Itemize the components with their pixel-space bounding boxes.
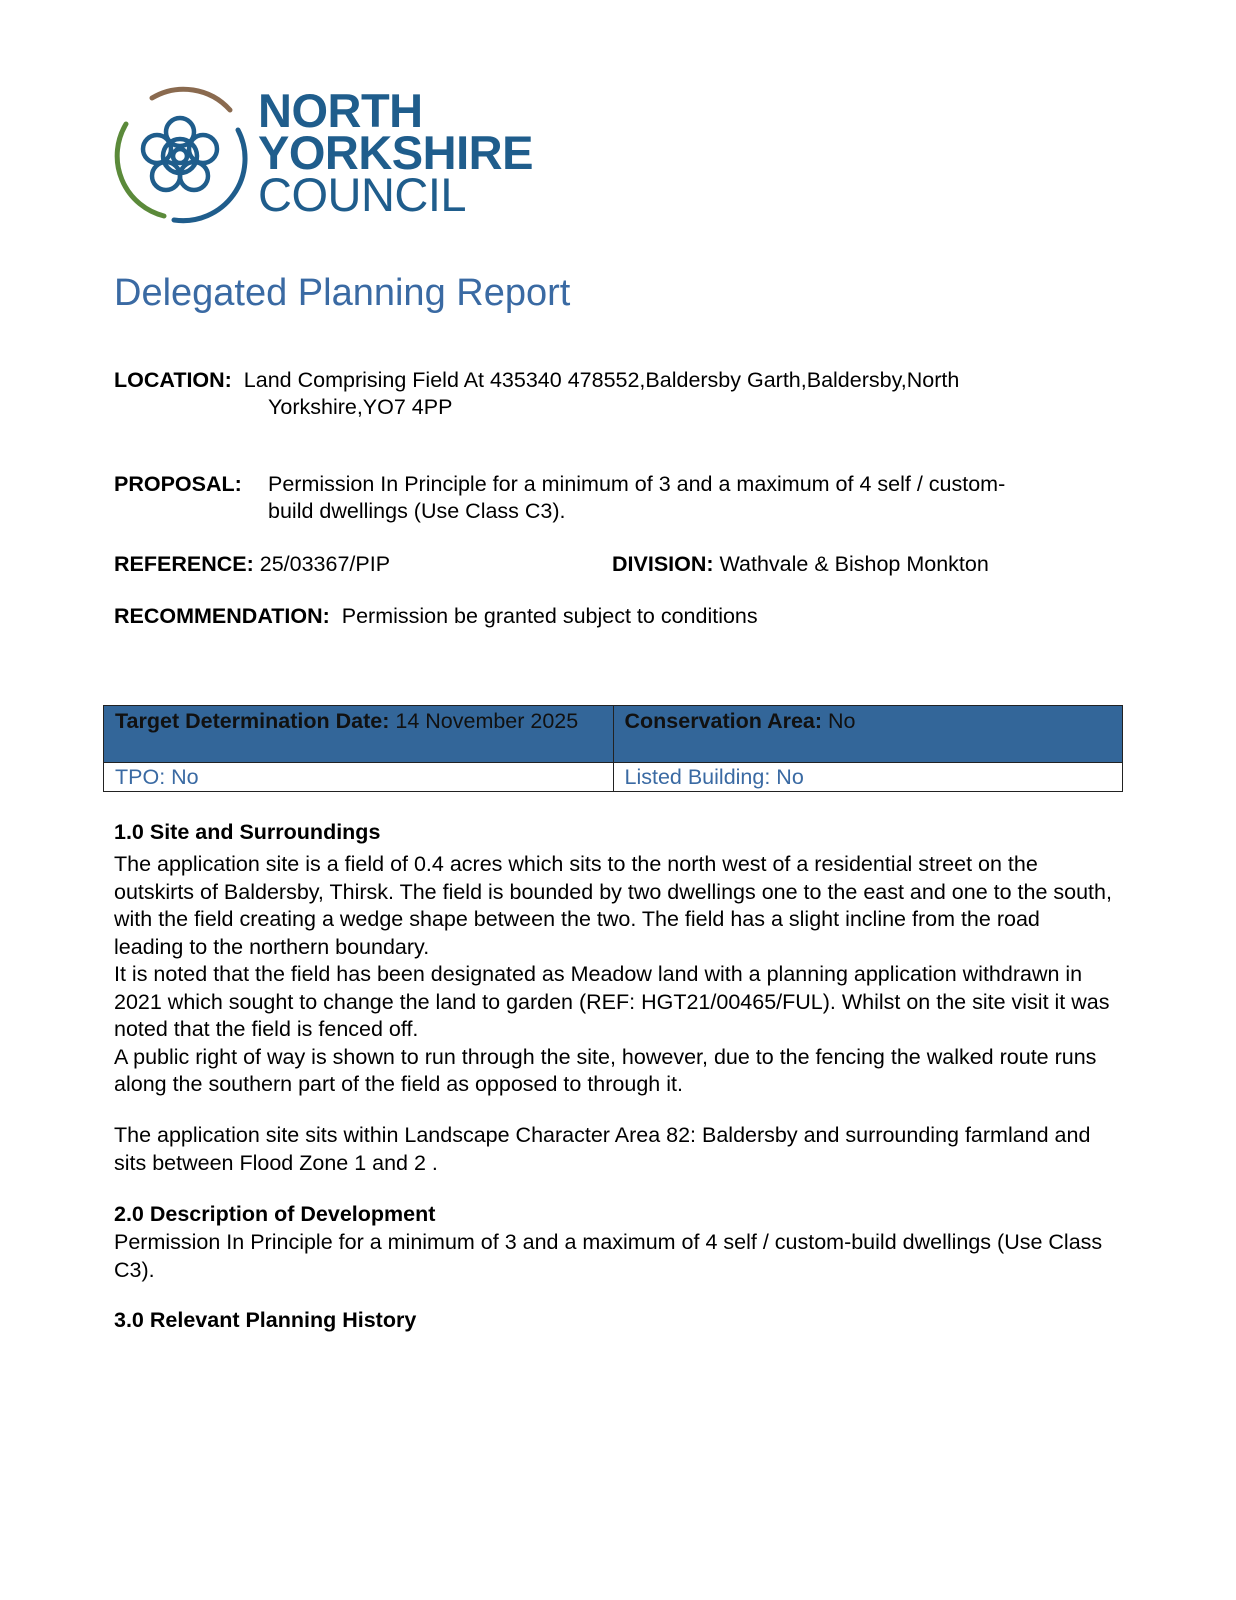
reference-value: 25/03367/PIP	[259, 552, 391, 576]
recommendation-field	[114, 603, 758, 630]
division-value: Wathvale & Bishop Monkton	[719, 552, 989, 576]
section-heading-description: 2.0 Description of Development	[114, 1202, 436, 1226]
proposal-label	[114, 471, 242, 498]
location-line-2: Yorkshire,YO7 4PP	[268, 395, 453, 419]
rose-emblem-icon	[112, 84, 254, 226]
proposal-label-text: PROPOSAL:	[114, 472, 242, 496]
listed-building-cell: Listed Building: No	[613, 763, 1123, 792]
key-info-table	[103, 705, 1123, 792]
logo-line-1: NORTH	[258, 84, 423, 137]
logo-wordmark	[258, 84, 533, 221]
conservation-area-cell	[613, 706, 1123, 763]
logo-line-3: COUNCIL	[258, 168, 467, 221]
conservation-area-label: Conservation Area:	[624, 709, 823, 733]
page-title: Delegated Planning Report	[114, 272, 571, 314]
reference-field	[114, 551, 390, 578]
section-body-landscape	[114, 1122, 1114, 1177]
location-line-1: Land Comprising Field At 435340 478552,Baldersby Garth,Baldersby,North	[243, 368, 960, 392]
tpo-cell: TPO: No	[104, 763, 614, 792]
logo-line-2: YORKSHIRE	[258, 126, 533, 179]
division-label: DIVISION:	[612, 552, 714, 576]
target-date-label: Target Determination Date:	[115, 709, 390, 733]
paragraph: Permission In Principle for a minimum of 3 and a maximum of 4 self / custom-build dwellings (Use Class C3).	[114, 1230, 1103, 1282]
section-body-site	[114, 851, 1114, 1099]
paragraph: The application site is a field of 0.4 acres which sits to the north west of a residential street on the outskirts of Baldersby, Thirsk. The field is bounded by two dwellings one to the east and one to the south, with the field creating a wedge shape between the two. The field has a slight incline from the road leading to the northern boundary.	[114, 852, 1112, 959]
division-field	[612, 551, 989, 578]
paragraph: The application site sits within Landscape Character Area 82: Baldersby and surrounding farmland and sits between Flood Zone 1 and 2 .	[114, 1123, 1091, 1175]
target-date-value: 14 November 2025	[395, 709, 579, 733]
section-heading-history: 3.0 Relevant Planning History	[114, 1308, 417, 1332]
location-field	[114, 367, 959, 394]
paragraph: A public right of way is shown to run through the site, however, due to the fencing the walked route runs along the southern part of the field as opposed to through it.	[114, 1044, 1097, 1096]
table-row	[104, 706, 1123, 763]
proposal-line-1: Permission In Principle for a minimum of 3 and a maximum of 4 self / custom-	[268, 472, 1006, 496]
table-row	[104, 763, 1123, 792]
target-date-cell	[104, 706, 614, 763]
section-heading-site: 1.0 Site and Surroundings	[114, 820, 381, 844]
recommendation-value: Permission be granted subject to conditions	[341, 604, 758, 628]
reference-label: REFERENCE:	[114, 552, 254, 576]
conservation-area-value: No	[828, 709, 856, 733]
section-body-description	[114, 1229, 1114, 1284]
paragraph: It is noted that the field has been designated as Meadow land with a planning application withdrawn in 2021 which sought to change the land to garden (REF: HGT21/00465/FUL). Whilst on the site visit it was noted that the field is fenced off.	[114, 962, 1110, 1041]
recommendation-label: RECOMMENDATION:	[114, 604, 330, 628]
proposal-line-2: build dwellings (Use Class C3).	[268, 499, 566, 523]
location-label: LOCATION:	[114, 368, 232, 392]
